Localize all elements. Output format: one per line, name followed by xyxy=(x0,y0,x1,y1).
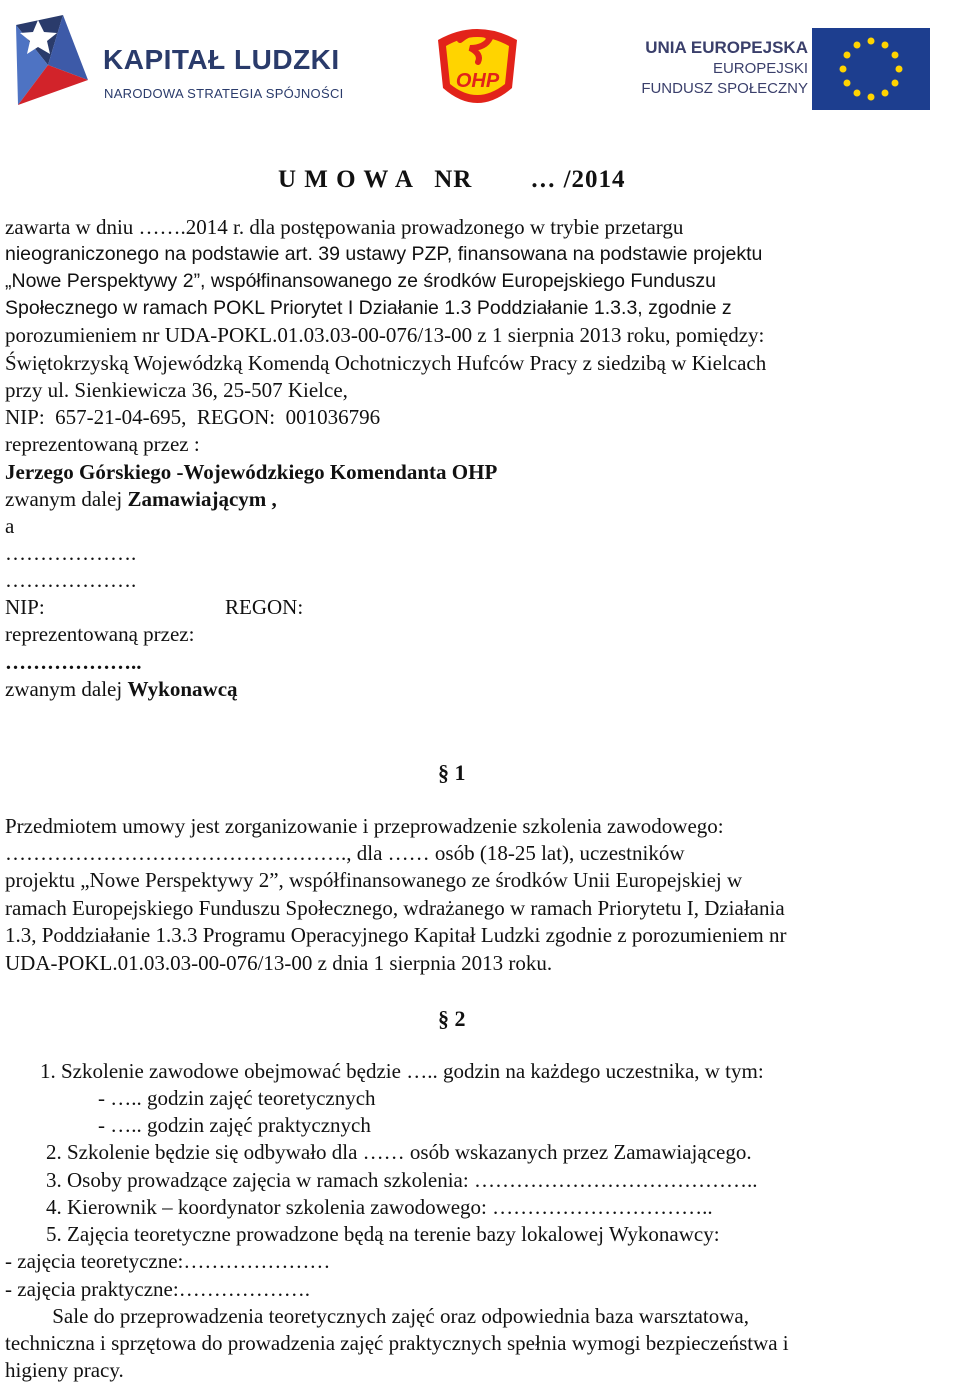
section-2-item-2: 2. Szkolenie będzie się odbywało dla …… osób wskazanych przez Zamawiającego. xyxy=(46,1140,752,1164)
wykonawca-prefix: zwanym dalej xyxy=(5,677,128,701)
ohp-logo xyxy=(430,18,525,118)
intro-line: przy ul. Sienkiewicza 36, 25-507 Kielce, xyxy=(5,378,348,402)
section-2-closing: Sale do przeprowadzenia teoretycznych zajęć oraz odpowiednia baza warsztatowa, xyxy=(5,1304,749,1328)
section-2-prakt: - zajęcia praktyczne:………………. xyxy=(5,1277,310,1301)
section-1-line: ramach Europejskiego Funduszu Społecznego, wdrażanego w ramach Priorytetu I, Działania xyxy=(5,896,785,920)
section-2-item-3: 3. Osoby prowadzące zajęcia w ramach szkolenia: ………………………………….. xyxy=(46,1168,758,1192)
kapital-ludzki-title: KAPITAŁ LUDZKI xyxy=(103,44,340,75)
section-1-heading: § 1 xyxy=(438,760,466,785)
eu-line1: UNIA EUROPEJSKA xyxy=(645,38,808,57)
dots-line: ………………. xyxy=(5,568,137,592)
zamawiajacy-line xyxy=(5,486,277,513)
wykonawca-line xyxy=(5,676,238,703)
intro-line: porozumieniem nr UDA-POKL.01.03.03-00-076/13-00 z 1 sierpnia 2013 roku, pomiędzy: xyxy=(5,323,765,347)
eu-logo xyxy=(610,18,950,118)
intro-line: nieograniczonego na podstawie art. 39 ustawy PZP, finansowana na podstawie projektu xyxy=(5,243,763,265)
section-1-line: …………………………………………., dla …… osób (18-25 lat), uczestników xyxy=(5,841,685,865)
dots-line: ……………….. xyxy=(5,650,142,674)
section-2-heading: § 2 xyxy=(438,1006,466,1031)
section-2-item-1: 1. Szkolenie zawodowe obejmować będzie ….. godzin na każdego uczestnika, w tym: xyxy=(40,1059,764,1083)
intro-line: NIP: 657-21-04-695, REGON: 001036796 xyxy=(5,405,381,429)
eu-flag-icon xyxy=(812,28,930,110)
kapital-ludzki-subtitle: NARODOWA STRATEGIA SPÓJNOŚCI xyxy=(104,86,344,101)
intro-line: zawarta w dniu …….2014 r. dla postępowania prowadzonego w trybie przetargu xyxy=(5,215,684,239)
section-2-item-5: 5. Zajęcia teoretyczne prowadzone będą na terenie bazy lokalowej Wykonawcy: xyxy=(46,1222,720,1246)
section-2-closing: techniczna i sprzętowa do prowadzenia zajęć praktycznych spełnia wymogi bezpieczeństwa i xyxy=(5,1331,789,1355)
intro-line: Społecznego w ramach POKL Priorytet I Działanie 1.3 Poddziałanie 1.3.3, zgodnie z xyxy=(5,297,732,319)
nip-label: NIP: xyxy=(5,595,45,619)
eu-line2: EUROPEJSKI xyxy=(712,60,808,77)
a-line: a xyxy=(5,514,15,538)
ohp-label: OHP xyxy=(455,70,500,92)
zamawiajacy-prefix: zwanym dalej xyxy=(5,487,128,511)
intro-line: reprezentowaną przez : xyxy=(5,432,200,456)
section-1-line: projektu „Nowe Perspektywy 2”, współfinansowanego ze środków Unii Europejskiej w xyxy=(5,868,743,892)
section-2-subitem: - ….. godzin zajęć teoretycznych xyxy=(98,1086,376,1110)
section-2-item-4: 4. Kierownik – koordynator szkolenia zawodowego: ………………………….. xyxy=(46,1195,713,1219)
eu-line3: FUNDUSZ SPOŁECZNY xyxy=(641,80,808,97)
section-2-subitem: - ….. godzin zajęć praktycznych xyxy=(98,1113,371,1137)
rep2-label: reprezentowaną przez: xyxy=(5,622,195,646)
section-2-closing: higieny pracy. xyxy=(5,1358,124,1382)
representative-name: Jerzego Górskiego -Wojewódzkiego Komendanta OHP xyxy=(5,460,498,484)
intro-line: Świętokrzyską Wojewódzką Komendą Ochotniczych Hufców Pracy z siedzibą w Kielcach xyxy=(5,351,767,375)
intro-line: „Nowe Perspektywy 2”, współfinansowanego ze środków Europejskiego Funduszu xyxy=(5,270,717,292)
section-1-line: Przedmiotem umowy jest zorganizowanie i przeprowadzenie szkolenia zawodowego: xyxy=(5,814,724,838)
zamawiajacy-name: Zamawiającym , xyxy=(127,487,277,511)
kapital-ludzki-logo xyxy=(8,10,344,120)
kapital-ludzki-emblem-icon xyxy=(8,10,98,115)
section-1-line: UDA-POKL.01.03.03-00-076/13-00 z dnia 1 sierpnia 2013 roku. xyxy=(5,951,553,975)
section-2-teor: - zajęcia teoretyczne:………………… xyxy=(5,1249,331,1273)
contract-title: U M O W A NR … /2014 xyxy=(278,166,626,193)
section-1-line: 1.3, Poddziałanie 1.3.3 Programu Operacyjnego Kapitał Ludzki zgodnie z porozumieniem nr xyxy=(5,923,787,947)
dots-line: ………………. xyxy=(5,541,137,565)
regon-label: REGON: xyxy=(225,595,304,619)
ohp-shield-icon xyxy=(430,18,525,118)
wykonawca-name: Wykonawcą xyxy=(127,677,238,701)
